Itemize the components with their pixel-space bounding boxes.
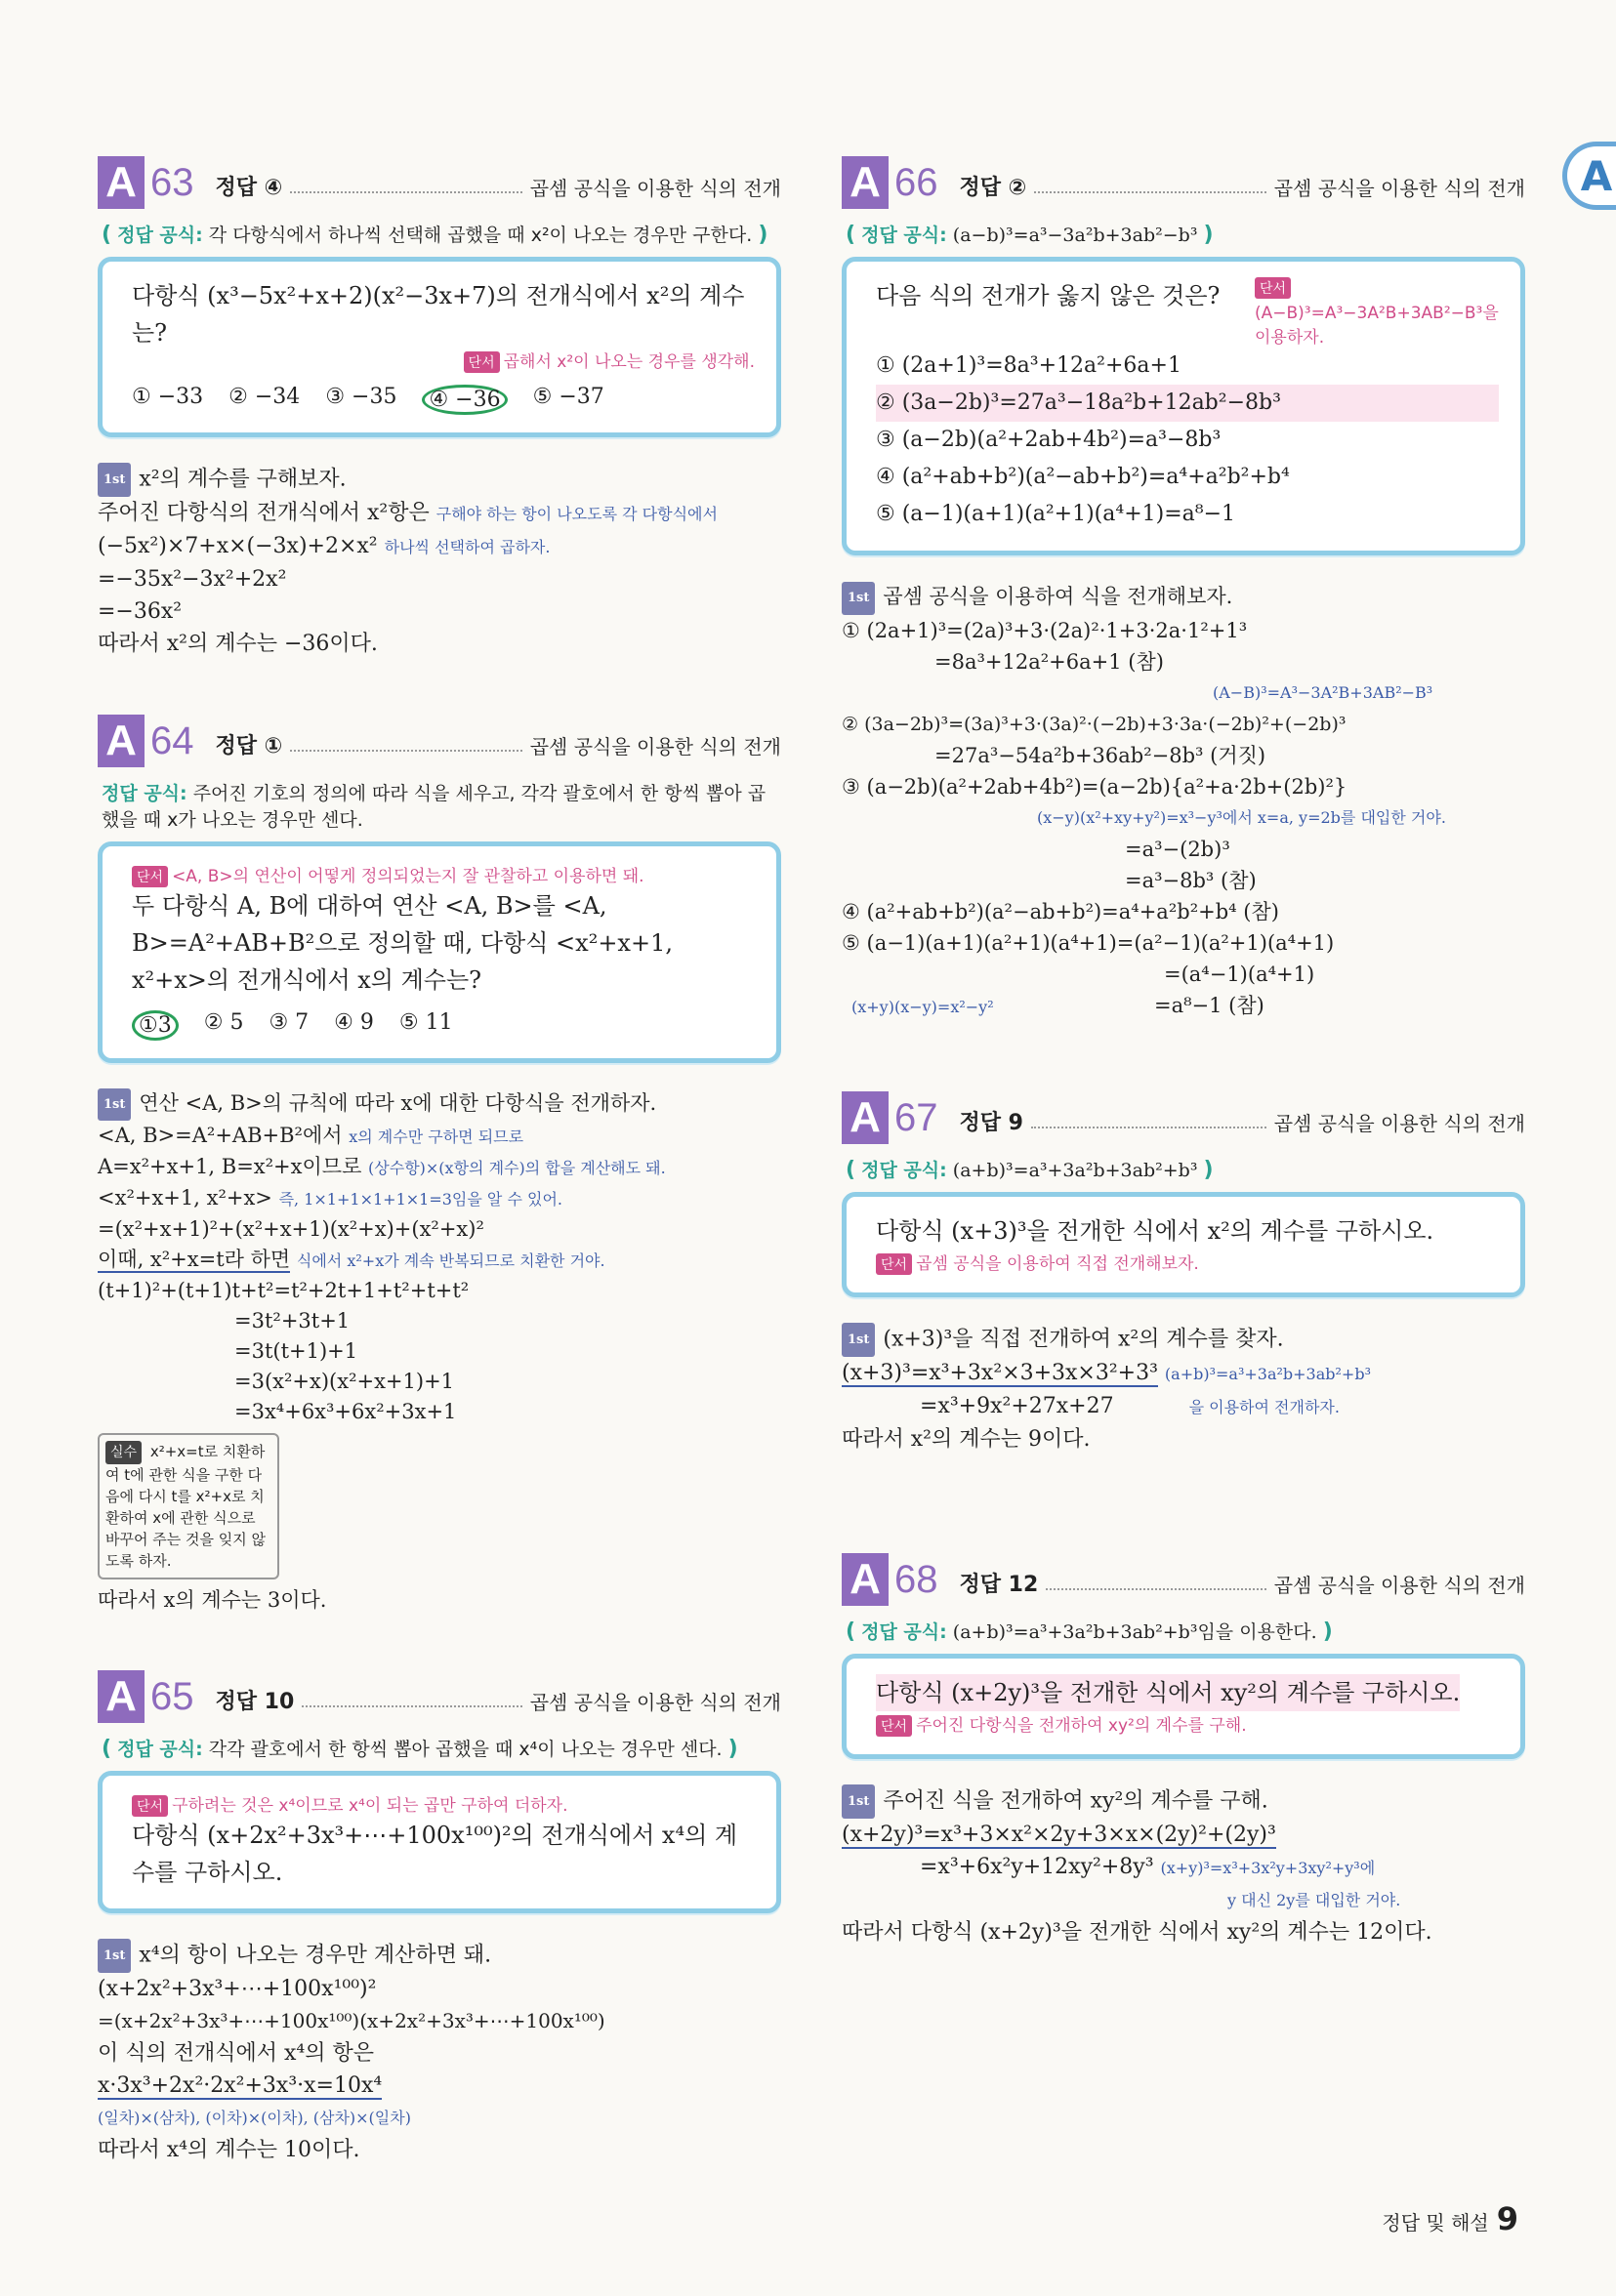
page-number: 9 bbox=[1496, 2200, 1518, 2237]
question-box bbox=[842, 257, 1525, 555]
choice-5[interactable]: ⑤ (a−1)(a+1)(a²+1)(a⁴+1)=a⁸−1 bbox=[876, 502, 1236, 526]
topic-label: 곱셈 공식을 이용한 식의 전개 bbox=[1273, 1573, 1525, 1597]
page-footer bbox=[1382, 2200, 1518, 2237]
solution-line: ② (3a−2b)³=(3a)³+3·(3a)²·(−2b)+3·3a·(−2b)²+(−2b)³ bbox=[842, 713, 1347, 735]
answer-label: 정답 9 bbox=[959, 1110, 1023, 1135]
answer-label: 정답 ④ bbox=[215, 176, 283, 200]
answer-formula: ( 정답 공식: 각 다항식에서 하나씩 선택해 곱했을 때 x²이 나오는 경우만 구한다. ) bbox=[102, 223, 768, 247]
formula-label: 정답 공식: bbox=[117, 225, 203, 246]
solution-line: ④ (a²+ab+b²)(a²−ab+b²)=a⁴+a²b²+b⁴ (참) bbox=[842, 899, 1279, 923]
leader-dots bbox=[1031, 1127, 1266, 1128]
note: 식에서 x²+x가 계속 반복되므로 치환한 거야. bbox=[296, 1251, 605, 1270]
note: 즉, 1×1+1×1+1×1=3임을 알 수 있어. bbox=[278, 1190, 562, 1209]
topic-label: 곱셈 공식을 이용한 식의 전개 bbox=[529, 735, 781, 758]
step-tag: 1st bbox=[98, 1088, 131, 1121]
solution-line: =3t(t+1)+1 bbox=[234, 1339, 358, 1363]
hint-tag: 단서 bbox=[876, 1715, 912, 1737]
question-box bbox=[842, 1192, 1525, 1297]
footer-label: 정답 및 해설 bbox=[1382, 2211, 1489, 2234]
solution-line: 따라서 다항식 (x+2y)³을 전개한 식에서 xy²의 계수는 12이다. bbox=[842, 1919, 1432, 1945]
formula-text: 각각 괄호에서 한 항씩 뽑아 곱했을 때 x⁴이 나오는 경우만 센다. bbox=[208, 1739, 723, 1760]
answer-formula: ( 정답 공식: (a+b)³=a³+3a²b+3ab²+b³ ) bbox=[846, 1157, 1214, 1182]
problem-number: 68 bbox=[894, 1557, 938, 1601]
solution-line: 따라서 x의 계수는 3이다. bbox=[98, 1588, 327, 1612]
solution-line: (t+1)²+(t+1)t+t²=t²+2t+1+t²+t+t² bbox=[98, 1279, 470, 1302]
note: (x+y)³=x³+3x²y+3xy²+y³에 bbox=[1160, 1858, 1376, 1877]
choice-4-correct[interactable]: ④ −36 bbox=[422, 385, 507, 415]
solution-line: =−35x²−3x²+2x² bbox=[98, 567, 287, 592]
formula-text: (a+b)³=a³+3a²b+3ab²+b³임을 이용한다. bbox=[952, 1620, 1317, 1643]
choice-3[interactable]: ③ −35 bbox=[325, 385, 397, 409]
solution-line: x⁴의 항이 나오는 경우만 계산하면 돼. bbox=[139, 1943, 492, 1968]
leader-dots bbox=[290, 191, 521, 193]
hint-tag: 단서 bbox=[132, 1795, 168, 1817]
solution-line: (−5x²)×7+x×(−3x)+2×x² bbox=[98, 534, 378, 558]
leader-dots bbox=[1046, 1588, 1265, 1590]
problem-64 bbox=[98, 705, 781, 1616]
choices bbox=[132, 385, 755, 415]
a-badge: A bbox=[842, 1553, 889, 1606]
solution-line: <A, B>=A²+AB+B²에서 bbox=[98, 1124, 343, 1147]
solution-line: =a³−(2b)³ bbox=[1125, 837, 1230, 861]
topic-label: 곱셈 공식을 이용한 식의 전개 bbox=[529, 177, 781, 200]
formula-label: 정답 공식: bbox=[117, 1739, 203, 1760]
formula-text: 주어진 기호의 정의에 따라 식을 세우고, 각각 괄호에서 한 항씩 뽑아 곱했을 때 x가 나오는 경우만 센다. bbox=[102, 783, 767, 831]
hint-text: (A−B)³=A³−3A²B+3AB²−B³을 이용하자. bbox=[1255, 304, 1499, 348]
a-badge: A bbox=[98, 1670, 145, 1723]
solution bbox=[842, 1323, 1525, 1456]
note: 구해야 하는 항이 나오도록 각 다항식에서 bbox=[435, 505, 718, 523]
note: (상수항)×(x항의 계수)의 합을 계산해도 돼. bbox=[368, 1159, 666, 1177]
answer-label: 정답 10 bbox=[215, 1690, 295, 1714]
note: (x+y)(x−y)=x²−y² bbox=[851, 997, 994, 1016]
a-badge: A bbox=[98, 156, 145, 209]
answer-label: 정답 ① bbox=[215, 734, 283, 758]
problem-header bbox=[842, 1543, 1525, 1606]
topic-label: 곱셈 공식을 이용한 식의 전개 bbox=[1273, 177, 1525, 200]
question-box bbox=[98, 257, 781, 437]
answer-label: 정답 12 bbox=[959, 1572, 1039, 1597]
solution bbox=[98, 1088, 781, 1616]
solution-line: (x+3)³을 직접 전개하여 x²의 계수를 찾자. bbox=[883, 1327, 1284, 1351]
solution bbox=[842, 581, 1525, 1023]
a-badge: A bbox=[842, 1091, 889, 1144]
answer-formula: ( 정답 공식: (a+b)³=a³+3a²b+3ab²+b³임을 이용한다. ) bbox=[846, 1619, 1333, 1644]
hint-text: 곱해서 x²이 나오는 경우를 생각해. bbox=[503, 352, 755, 372]
note: x의 계수만 구하면 되므로 bbox=[349, 1128, 524, 1146]
question-text: 다음 식의 전개가 옳지 않은 것은? bbox=[876, 282, 1221, 309]
solution-line: ① (2a+1)³=(2a)³+3·(2a)²·1+3·2a·1²+1³ bbox=[842, 618, 1248, 642]
question-text: 다항식 (x+2y)³을 전개한 식에서 xy²의 계수를 구하시오. bbox=[876, 1674, 1460, 1711]
formula-label: 정답 공식: bbox=[102, 783, 187, 804]
note: 을 이용하여 전개하자. bbox=[1188, 1397, 1340, 1416]
choice-4[interactable]: ④ 9 bbox=[334, 1010, 374, 1035]
problem-number: 64 bbox=[150, 719, 194, 762]
problem-header bbox=[98, 146, 781, 209]
choice-1[interactable]: ① −33 bbox=[132, 385, 204, 409]
solution-line: =3x⁴+6x³+6x²+3x+1 bbox=[234, 1400, 457, 1423]
solution bbox=[98, 1939, 781, 2166]
solution-line: =(a⁴−1)(a⁴+1) bbox=[1164, 962, 1315, 986]
solution-line: x²의 계수를 구해보자. bbox=[139, 467, 347, 492]
question-box bbox=[98, 841, 781, 1063]
choice-3[interactable]: ③ 7 bbox=[269, 1010, 310, 1035]
choice-3[interactable]: ③ (a−2b)(a²+2ab+4b²)=a³−8b³ bbox=[876, 428, 1222, 452]
answer-formula: ( 정답 공식: (a−b)³=a³−3a²b+3ab²−b³ ) bbox=[846, 223, 1214, 247]
problem-68 bbox=[842, 1543, 1525, 1948]
answer-formula: ( 정답 공식: 각각 괄호에서 한 항씩 뽑아 곱했을 때 x⁴이 나오는 경우만 센다. ) bbox=[102, 1737, 738, 1761]
step-tag: 1st bbox=[842, 582, 875, 615]
problem-header bbox=[98, 1660, 781, 1723]
choice-2-correct[interactable]: ② (3a−2b)³=27a³−18a²b+12ab²−8b³ bbox=[876, 385, 1499, 422]
choices bbox=[132, 1010, 755, 1041]
left-column bbox=[98, 146, 781, 2211]
hint-tag: 단서 bbox=[464, 351, 500, 373]
note: (A−B)³=A³−3A²B+3AB²−B³ bbox=[1213, 682, 1433, 702]
solution-line: (x+2x²+3x³+⋯+100x¹⁰⁰)² bbox=[98, 1977, 377, 2001]
hint-tag: 단서 bbox=[1255, 277, 1291, 299]
mistake-note: x²+x=t로 치환하여 t에 관한 식을 구한 다음에 다시 t를 x²+x로 치환하여 x에 관한 식으로 바꾸어 주는 것을 잊지 않도록 하자. bbox=[105, 1443, 266, 1570]
solution-line: =(x+2x²+3x³+⋯+100x¹⁰⁰)(x+2x²+3x³+⋯+100x¹⁰⁰) bbox=[98, 2009, 605, 2032]
choice-5[interactable]: ⑤ 11 bbox=[398, 1010, 453, 1035]
solution-line: =a³−8b³ (참) bbox=[1125, 868, 1257, 892]
choices bbox=[876, 348, 1499, 533]
question-text: 다항식 (x+2x²+3x³+⋯+100x¹⁰⁰)²의 전개식에서 x⁴의 계수를 구하시오. bbox=[132, 1822, 738, 1886]
problem-number: 66 bbox=[894, 161, 938, 204]
a-badge: A bbox=[842, 156, 889, 209]
hint-tag: 단서 bbox=[876, 1253, 912, 1275]
solution-line: =−36x² bbox=[98, 599, 183, 624]
solution-line: 따라서 x²의 계수는 9이다. bbox=[842, 1426, 1091, 1452]
choice-1[interactable]: ① (2a+1)³=8a³+12a²+6a+1 bbox=[876, 353, 1181, 378]
step-tag: 1st bbox=[98, 1939, 131, 1973]
solution-line: A=x²+x+1, B=x²+x이므로 bbox=[98, 1155, 362, 1178]
note: (일차)×(삼차), (이차)×(이차), (삼차)×(일차) bbox=[98, 2109, 411, 2127]
problem-number: 63 bbox=[150, 161, 194, 204]
note: (x−y)(x²+xy+y²)=x³−y³에서 x=a, y=2b를 대입한 거야. bbox=[1037, 807, 1446, 827]
problem-67 bbox=[842, 1082, 1525, 1456]
step-tag: 1st bbox=[842, 1784, 875, 1819]
problem-number: 67 bbox=[894, 1095, 938, 1139]
solution-line: =3(x²+x)(x²+x+1)+1 bbox=[234, 1370, 455, 1393]
mistake-tag: 실수 bbox=[105, 1441, 142, 1464]
choice-2[interactable]: ② −34 bbox=[228, 385, 301, 409]
problem-65 bbox=[98, 1660, 781, 2166]
leader-dots bbox=[302, 1705, 521, 1707]
leader-dots bbox=[1034, 191, 1265, 193]
question-box bbox=[842, 1654, 1525, 1759]
solution-line: 곱셈 공식을 이용하여 식을 전개해보자. bbox=[883, 585, 1233, 608]
solution-line: x·3x³+2x²·2x²+3x³·x=10x⁴ bbox=[98, 2073, 383, 2098]
answer-label: 정답 ② bbox=[959, 176, 1027, 200]
note: (a+b)³=a³+3a²b+3ab²+b³ bbox=[1164, 1364, 1371, 1383]
solution-line: =3t²+3t+1 bbox=[234, 1309, 351, 1332]
solution-line: 주어진 다항식의 전개식에서 x²항은 bbox=[98, 501, 430, 525]
answer-formula bbox=[102, 779, 781, 832]
step-tag: 1st bbox=[98, 463, 131, 497]
hint-text: 주어진 다항식을 전개하여 xy²의 계수를 구해. bbox=[916, 1715, 1247, 1736]
step-tag: 1st bbox=[842, 1323, 875, 1357]
a-badge: A bbox=[98, 715, 145, 767]
solution bbox=[842, 1784, 1525, 1948]
topic-label: 곱셈 공식을 이용한 식의 전개 bbox=[529, 1691, 781, 1714]
note: 하나씩 선택하여 곱하자. bbox=[384, 538, 551, 556]
solution-line: =x³+6x²y+12xy²+8y³ bbox=[920, 1854, 1154, 1879]
hint-tag: 단서 bbox=[132, 866, 168, 887]
side-tab: A bbox=[1562, 142, 1616, 210]
solution-line: 이 식의 전개식에서 x⁴의 항은 bbox=[98, 2041, 374, 2066]
problem-header bbox=[842, 146, 1525, 209]
topic-label: 곱셈 공식을 이용한 식의 전개 bbox=[1273, 1111, 1525, 1135]
solution-line: (x+2y)³=x³+3×x²×2y+3×x×(2y)²+(2y)³ bbox=[842, 1822, 1276, 1847]
problem-number: 65 bbox=[150, 1675, 194, 1718]
problem-66 bbox=[842, 146, 1525, 1023]
question-text: 두 다항식 A, B에 대하여 연산 <A, B>를 <A, B>=A²+AB+B²으로 정의할 때, 다항식 <x²+x+1, x²+x>의 전개식에서 x의 계수는? bbox=[132, 892, 673, 994]
formula-text: 각 다항식에서 하나씩 선택해 곱했을 때 x²이 나오는 경우만 구한다. bbox=[208, 225, 753, 246]
solution-line: ⑤ (a−1)(a+1)(a²+1)(a⁴+1)=(a²−1)(a²+1)(a⁴+1) bbox=[842, 930, 1335, 955]
solution bbox=[98, 463, 781, 660]
problem-header bbox=[98, 705, 781, 767]
choice-5[interactable]: ⑤ −37 bbox=[532, 385, 604, 409]
solution-line: =(x²+x+1)²+(x²+x+1)(x²+x)+(x²+x)² bbox=[98, 1217, 484, 1241]
problem-header bbox=[842, 1082, 1525, 1144]
hint-text: 곱셈 공식을 이용하여 직접 전개해보자. bbox=[916, 1253, 1199, 1274]
question-text: 다항식 (x+3)³을 전개한 식에서 x²의 계수를 구하시오. bbox=[876, 1216, 1434, 1245]
problem-63 bbox=[98, 146, 781, 660]
leader-dots bbox=[290, 750, 521, 752]
solution-line: 따라서 x²의 계수는 −36이다. bbox=[98, 632, 378, 656]
formula-text: (a+b)³=a³+3a²b+3ab²+b³ bbox=[952, 1159, 1198, 1181]
solution-line: 따라서 x⁴의 계수는 10이다. bbox=[98, 2138, 360, 2162]
right-column bbox=[842, 146, 1525, 1993]
solution-line: <x²+x+1, x²+x> bbox=[98, 1186, 272, 1210]
solution-line: =a⁸−1 (참) bbox=[1154, 993, 1264, 1017]
solution-line: ③ (a−2b)(a²+2ab+4b²)=(a−2b){a²+a·2b+(2b)²} bbox=[842, 774, 1347, 799]
solution-line: 주어진 식을 전개하여 xy²의 계수를 구해. bbox=[883, 1788, 1268, 1813]
solution-line: 이때, x²+x=t라 하면 bbox=[98, 1248, 291, 1271]
formula-label: 정답 공식: bbox=[861, 1620, 947, 1643]
solution-line: =27a³−54a²b+36ab²−8b³ (거짓) bbox=[934, 743, 1266, 767]
solution-line: =x³+9x²+27x+27 bbox=[920, 1393, 1114, 1418]
hint-text: <A, B>의 연산이 어떻게 정의되었는지 잘 관찰하고 이용하면 돼. bbox=[172, 867, 644, 886]
solution-line: (x+3)³=x³+3x²×3+3x×3²+3³ bbox=[842, 1360, 1158, 1385]
choice-1-correct[interactable]: ①3 bbox=[132, 1010, 179, 1041]
choice-4[interactable]: ④ (a²+ab+b²)(a²−ab+b²)=a⁴+a²b²+b⁴ bbox=[876, 465, 1290, 489]
question-text: 다항식 (x³−5x²+x+2)(x²−3x+7)의 전개식에서 x²의 계수는? bbox=[132, 282, 745, 347]
hint-text: 구하려는 것은 x⁴이므로 x⁴이 되는 곱만 구하여 더하자. bbox=[172, 1796, 568, 1816]
solution-line: 연산 <A, B>의 규칙에 따라 x에 대한 다항식을 전개하자. bbox=[139, 1091, 657, 1115]
question-box bbox=[98, 1771, 781, 1913]
choice-2[interactable]: ② 5 bbox=[203, 1010, 244, 1035]
formula-text: (a−b)³=a³−3a²b+3ab²−b³ bbox=[952, 225, 1198, 246]
solution-line: =8a³+12a²+6a+1 (참) bbox=[934, 649, 1164, 674]
formula-label: 정답 공식: bbox=[861, 225, 947, 246]
formula-label: 정답 공식: bbox=[861, 1159, 947, 1181]
note: y 대신 2y를 대입한 거야. bbox=[1227, 1890, 1401, 1909]
